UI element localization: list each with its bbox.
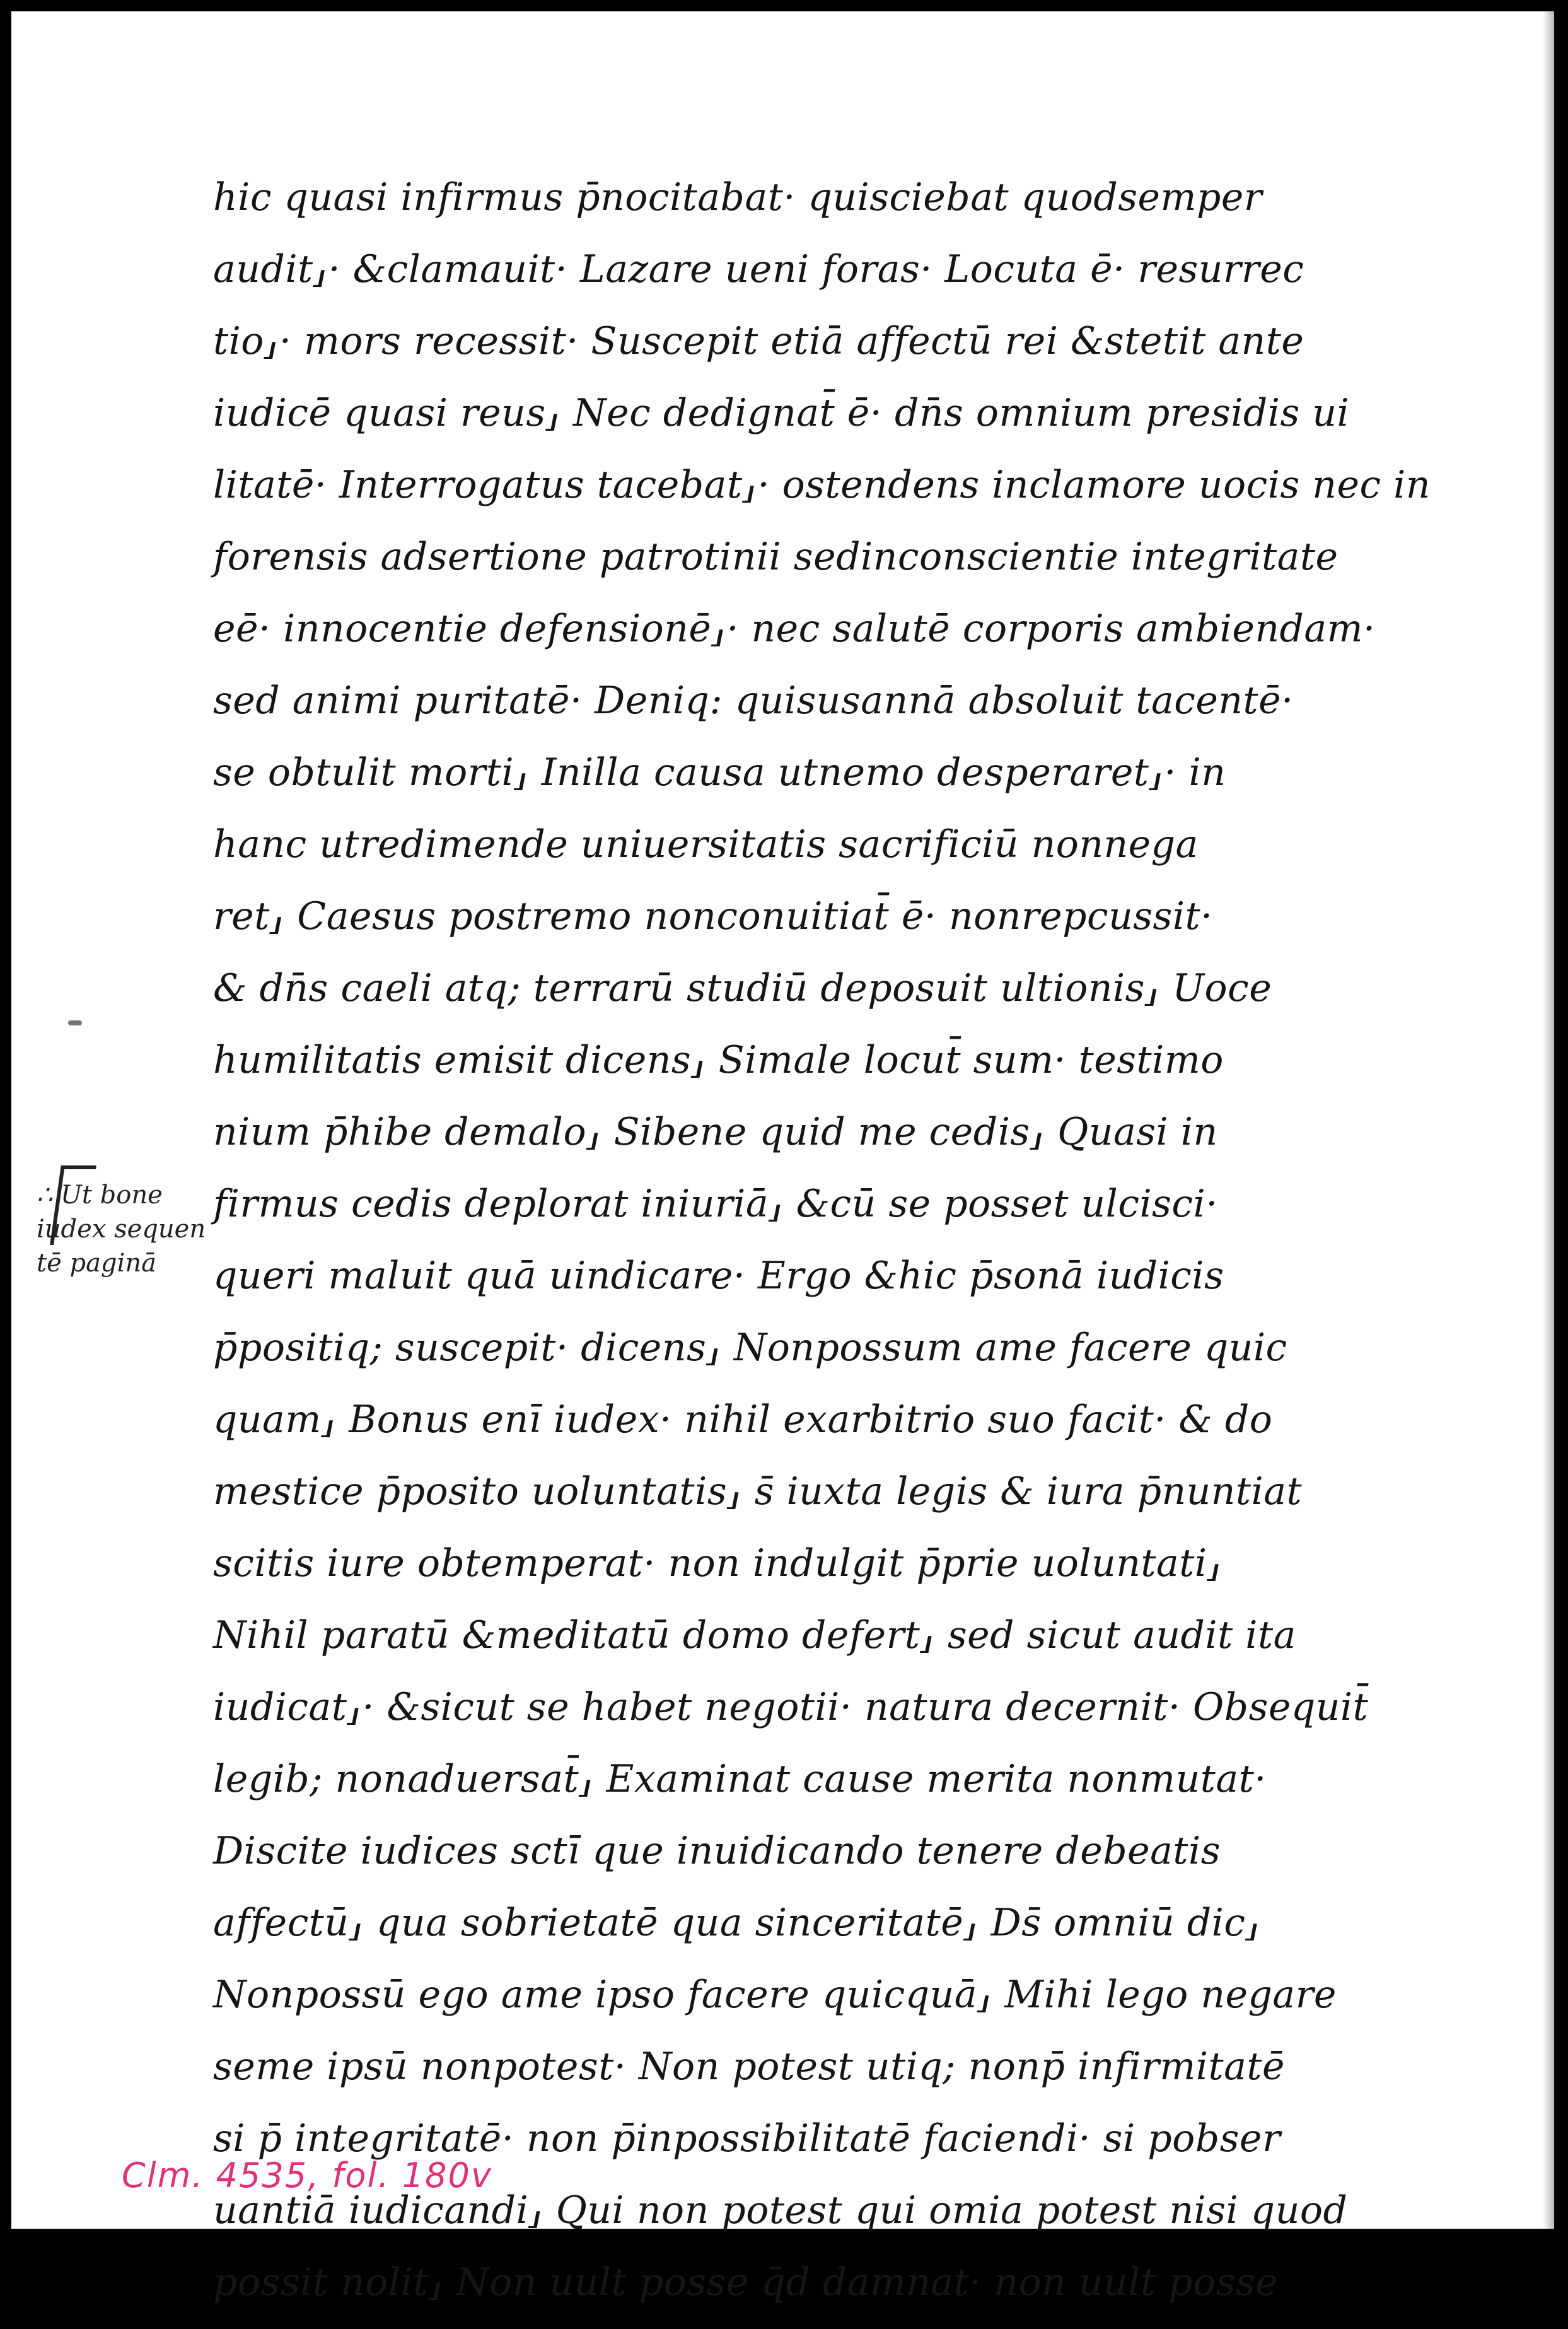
manuscript-line: audit⸥· &clamauit· Lazare ueni foras· Locuta ē· resurrec (213, 247, 1304, 291)
manuscript-line: possit nolit⸥ Non uult posse q̄d damnat· non uult posse (213, 2260, 1279, 2304)
manuscript-line: tio⸥· mors recessit· Suscepit etiā affectū rei &stetit ante (213, 319, 1304, 363)
manuscript-line: Discite iudices sctī que inuidicando tenere debeatis (213, 1829, 1221, 1873)
page-speck (68, 1020, 82, 1025)
manuscript-line: sed animi puritatē· Deniq: quisusannā absoluit tacentē· (213, 679, 1294, 723)
manuscript-text-block (213, 172, 1461, 2329)
manuscript-line: iudicē quasi reus⸥ Nec dedignat̄ ē· dn̄s omnium presidis ui (213, 391, 1350, 435)
manuscript-line: iudicat⸥· &sicut se habet negotii· natura decernit· Obsequit̄ (213, 1685, 1369, 1729)
manuscript-line: ret⸥ Caesus postremo nonconuitiat̄ ē· nonrepcussit· (213, 894, 1213, 938)
manuscript-line: hic quasi infirmus p̄nocitabat· quisciebat quodsemper (213, 175, 1263, 219)
margin-note (37, 1178, 245, 1280)
manuscript-line: mestice p̄posito uoluntatis⸥ s̄ iuxta legis & iura p̄nuntiat (213, 1469, 1303, 1514)
manuscript-line: seme ipsū nonpotest· Non potest utiq; nonp̄ infirmitatē (213, 2045, 1285, 2089)
manuscript-line: firmus cedis deplorat iniuriā⸥ &cū se posset ulcisci· (213, 1182, 1218, 1226)
manuscript-line: se obtulit morti⸥ Inilla causa utnemo desperaret⸥· in (213, 750, 1226, 795)
manuscript-line: uantiā iudicandi⸥ Qui non potest qui omia potest nisi quod (213, 2188, 1348, 2233)
manuscript-line: p̄positiq; suscepit· dicens⸥ Nonpossum ame facere quic (213, 1326, 1287, 1370)
manuscript-line: eē· innocentie defensionē⸥· nec salutē corporis ambiendam· (213, 607, 1376, 651)
margin-note-line: iudex sequen (37, 1215, 206, 1244)
manuscript-line: & dn̄s caeli atq; terrarū studiū deposuit ultionis⸥ Uoce (213, 966, 1272, 1010)
manuscript-line: litatē· Interrogatus tacebat⸥· ostendens inclamore uocis nec in (213, 463, 1431, 507)
margin-note-line: ∴ Ut bone (37, 1181, 163, 1210)
page-gutter-shadow (1543, 11, 1554, 2229)
shelfmark-annotation: Clm. 4535, fol. 180v (122, 2156, 492, 2195)
manuscript-line: Nihil paratū &meditatū domo defert⸥ sed sicut audit ita (213, 1613, 1296, 1657)
manuscript-line: forensis adsertione patrotinii sedinconscientie integritate (213, 535, 1339, 579)
manuscript-line: queri maluit quā uindicare· Ergo &hic p̄sonā iudicis (213, 1254, 1224, 1298)
manuscript-line: hanc utredimende uniuersitatis sacrificiū nonnega (213, 822, 1199, 867)
manuscript-line: Nonpossū ego ame ipso facere quicquā⸥ Mihi lego negare (213, 1973, 1337, 2017)
manuscript-line: affectū⸥ qua sobrietatē qua sinceritatē⸥ Ds̄ omniū dic⸥ (213, 1901, 1261, 1945)
manuscript-line: quam⸥ Bonus enī iudex· nihil exarbitrio suo facit· & do (213, 1398, 1273, 1442)
manuscript-line: scitis iure obtemperat· non indulgit p̄prie uoluntati⸥ (213, 1541, 1222, 1585)
manuscript-page (11, 11, 1554, 2304)
manuscript-line: humilitatis emisit dicens⸥ Simale locut̄ sum· testimo (213, 1038, 1224, 1082)
manuscript-line: si p̄ integritatē· non p̄inpossibilitatē faciendi· si pobser (213, 2116, 1281, 2161)
manuscript-line: legib; nonaduersat̄⸥ Examinat cause merita nonmutat· (213, 1757, 1267, 1801)
manuscript-line: nium p̄hibe demalo⸥ Sibene quid me cedis⸥ Quasi in (213, 1110, 1218, 1154)
margin-note-line: tē paginā (37, 1249, 156, 1278)
